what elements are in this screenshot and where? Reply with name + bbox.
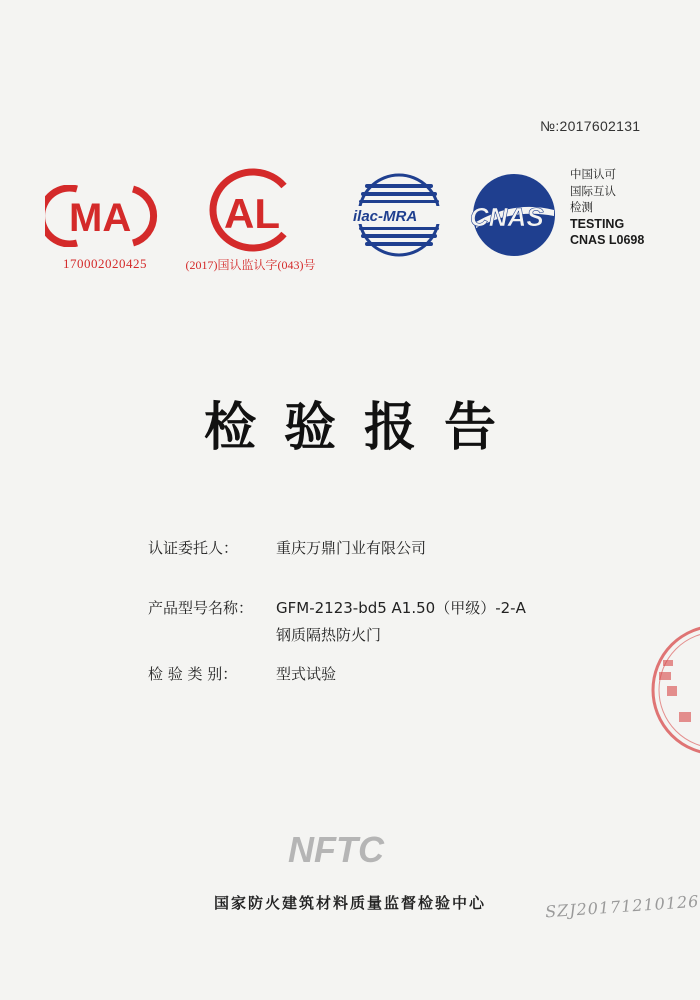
- cma-logo: [45, 185, 165, 247]
- cnas-caption-line: 检测: [570, 200, 593, 214]
- svg-text:AL: AL: [224, 190, 280, 237]
- cma-code: 170002020425: [63, 256, 147, 271]
- svg-text:CNAS: CNAS: [470, 202, 544, 232]
- handwritten-number: SZJ20171210126: [544, 891, 700, 922]
- inspection-type-label: 检 验 类 别：: [148, 665, 238, 683]
- cal-logo: [200, 168, 300, 252]
- official-seal: [645, 620, 700, 760]
- product-label: 产品型号名称：: [148, 599, 254, 617]
- cnas-caption-line: CNAS L0698: [570, 233, 645, 247]
- cnas-caption-line: TESTING: [570, 216, 625, 231]
- nftc-text: NFTC: [288, 830, 384, 870]
- svg-text:MA: MA: [69, 196, 132, 240]
- cnas-caption-line: 中国认可: [570, 167, 616, 181]
- cnas-caption: [570, 166, 644, 249]
- nftc-logo: [284, 830, 424, 870]
- inspection-type-value: 型式试验: [276, 665, 337, 683]
- report-number: №:2017602131: [540, 118, 641, 134]
- cnas-caption-line: 国际互认: [570, 183, 616, 198]
- report-title: 检验报告: [203, 397, 524, 458]
- client-row: [148, 537, 426, 558]
- cal-code: (2017)国认监认字(043)号: [185, 258, 316, 272]
- product-value-line1: GFM-2123-bd5 A1.50（甲级）-2-A: [276, 599, 526, 617]
- client-label: 认证委托人：: [148, 539, 239, 557]
- inspection-type-row: [148, 663, 336, 684]
- cnas-logo: [462, 170, 567, 260]
- svg-text:ilac-MRA: ilac-MRA: [353, 208, 418, 225]
- product-row: [148, 597, 526, 645]
- ilac-mra-logo: [343, 170, 455, 260]
- issuing-organization: 国家防火建筑材料质量监督检验中心: [213, 894, 486, 912]
- client-value: 重庆万鼎门业有限公司: [276, 539, 427, 557]
- product-value-line2: 钢质隔热防火门: [276, 626, 382, 644]
